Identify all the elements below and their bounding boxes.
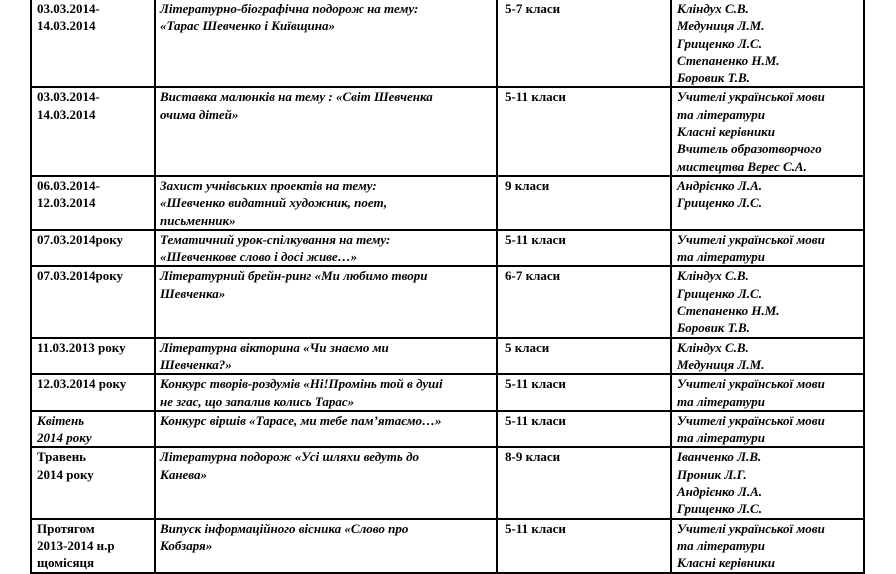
event-cell-line: Шевченка?»	[160, 356, 232, 372]
event-cell-line: «Шевченкове слово і досі живе…»	[160, 249, 358, 265]
classes-cell-text: 5-11 класи	[505, 520, 566, 536]
classes-cell	[497, 230, 671, 267]
responsible-cell-line: Грищенко Л.С.	[677, 285, 762, 301]
responsible-cell	[671, 519, 864, 573]
responsible-cell-line: Класні керівники	[677, 124, 775, 140]
responsible-cell	[671, 447, 864, 518]
classes-cell-text: 5-11 класи	[505, 231, 566, 247]
date-cell-line: Квітень	[37, 412, 85, 428]
responsible-cell-line: Учителі української мови	[677, 412, 825, 428]
responsible-cell-line: Вчитель образотворчого	[677, 141, 822, 157]
event-cell-line: очима дітей»	[160, 106, 239, 122]
event-cell-line: Літературна подорож «Усі шляхи ведуть до	[160, 449, 420, 465]
responsible-cell	[671, 338, 864, 375]
classes-cell-text: 6-7 класи	[505, 268, 561, 284]
responsible-cell-line: Грищенко Л.С.	[677, 501, 762, 517]
classes-cell-text: 5-11 класи	[505, 376, 566, 392]
date-cell	[31, 338, 155, 375]
date-cell-line: 07.03.2014року	[37, 268, 124, 284]
responsible-cell	[671, 0, 864, 87]
date-cell	[31, 519, 155, 573]
classes-cell	[497, 0, 671, 87]
event-cell-line: Захист учнівських проектів на тему:	[160, 177, 377, 193]
responsible-cell-line: Медуниця Л.М.	[677, 18, 765, 34]
date-cell	[31, 230, 155, 267]
responsible-cell-line: та літератури	[677, 430, 765, 446]
responsible-cell	[671, 266, 864, 337]
classes-cell	[497, 374, 671, 411]
event-cell-line: Літературний брейн-ринг «Ми любимо твори	[160, 268, 428, 284]
date-cell-line: 2013-2014 н.р	[37, 537, 115, 553]
date-cell	[31, 176, 155, 230]
date-cell	[31, 87, 155, 175]
event-cell	[155, 374, 497, 411]
event-cell-line: «Шевченко видатний художник, поет,	[160, 195, 388, 211]
event-cell	[155, 266, 497, 337]
date-cell-line: 06.03.2014-	[37, 177, 100, 193]
event-cell-line: Тематичний урок-спілкування на тему:	[160, 231, 391, 247]
event-cell	[155, 176, 497, 230]
event-cell-line: Літературна вікторина «Чи знаємо ми	[160, 339, 389, 355]
event-cell-line: не згас, що запалив колись Тарас»	[160, 393, 355, 409]
date-cell	[31, 374, 155, 411]
classes-cell	[497, 447, 671, 518]
date-cell	[31, 266, 155, 337]
date-cell-line: 03.03.2014-	[37, 1, 100, 16]
date-cell-line: щомісяця	[37, 555, 95, 571]
responsible-cell-line: Учителі української мови	[677, 231, 825, 247]
responsible-cell	[671, 411, 864, 448]
responsible-cell-line: Кліндух С.В.	[677, 1, 749, 16]
responsible-cell-line: Медуниця Л.М.	[677, 356, 765, 372]
table-row	[31, 411, 864, 448]
date-cell-line: 03.03.2014-	[37, 89, 100, 105]
responsible-cell-line: Грищенко Л.С.	[677, 195, 762, 211]
date-cell-line: 07.03.2014року	[37, 231, 124, 247]
responsible-cell-line: Учителі української мови	[677, 376, 825, 392]
responsible-cell	[671, 230, 864, 267]
classes-cell-text: 8-9 класи	[505, 449, 561, 465]
date-cell-line: 11.03.2013 року	[37, 339, 126, 355]
responsible-cell-line: Кліндух С.В.	[677, 268, 749, 284]
responsible-cell-line: Проник Л.Г.	[677, 466, 747, 482]
responsible-cell-line: Іванченко Л.В.	[677, 449, 762, 465]
event-cell-line: Кобзаря»	[160, 537, 213, 553]
table-row	[31, 266, 864, 337]
event-cell	[155, 338, 497, 375]
responsible-cell	[671, 87, 864, 175]
responsible-cell-line: Боровик Т.В.	[677, 320, 750, 336]
event-cell-line: Канева»	[160, 466, 208, 482]
date-cell	[31, 411, 155, 448]
classes-cell	[497, 266, 671, 337]
classes-cell-text: 5-11 класи	[505, 89, 566, 105]
table-row	[31, 176, 864, 230]
event-cell-line: «Тарас Шевченко і Київщина»	[160, 18, 335, 34]
date-cell	[31, 0, 155, 87]
table-row	[31, 447, 864, 518]
date-cell-line: Протягом	[37, 520, 95, 536]
table-row	[31, 0, 864, 87]
table-row	[31, 87, 864, 175]
event-cell-line: письменник»	[160, 212, 236, 228]
table-row	[31, 338, 864, 375]
date-cell-line: 14.03.2014	[37, 18, 96, 34]
responsible-cell-line: та літератури	[677, 249, 765, 265]
table-row	[31, 230, 864, 267]
date-cell-line: 2014 року	[37, 430, 92, 446]
event-cell	[155, 519, 497, 573]
classes-cell-text: 5-7 класи	[505, 1, 561, 16]
date-cell-line: Травень	[37, 449, 87, 465]
date-cell-line: 14.03.2014	[37, 106, 96, 122]
classes-cell	[497, 338, 671, 375]
table-row	[31, 519, 864, 573]
classes-cell-text: 5 класи	[505, 339, 550, 355]
classes-cell-text: 9 класи	[505, 177, 550, 193]
responsible-cell-line: Грищенко Л.С.	[677, 35, 762, 51]
responsible-cell-line: та літератури	[677, 393, 765, 409]
document-page	[30, 0, 863, 574]
date-cell	[31, 447, 155, 518]
date-cell-line: 2014 року	[37, 466, 94, 482]
classes-cell	[497, 519, 671, 573]
responsible-cell	[671, 374, 864, 411]
responsible-cell-line: Андрієнко Л.А.	[677, 484, 762, 500]
responsible-cell-line: Класні керівники	[677, 555, 775, 571]
event-cell-line: Випуск інформаційного вісника «Слово про	[160, 520, 409, 536]
responsible-cell-line: та літератури	[677, 537, 765, 553]
event-cell	[155, 411, 497, 448]
event-cell-line: Шевченка»	[160, 285, 226, 301]
event-cell	[155, 447, 497, 518]
table-row	[31, 374, 864, 411]
responsible-cell-line: та літератури	[677, 106, 765, 122]
event-cell-line: Конкурс віршів «Тарасе, ми тебе пам’ятаємо…»	[160, 412, 442, 428]
responsible-cell-line: Учителі української мови	[677, 520, 825, 536]
classes-cell	[497, 176, 671, 230]
classes-cell	[497, 411, 671, 448]
responsible-cell-line: Кліндух С.В.	[677, 339, 749, 355]
responsible-cell-line: Учителі української мови	[677, 89, 825, 105]
events-table-body	[31, 0, 864, 573]
classes-cell	[497, 87, 671, 175]
event-cell	[155, 0, 497, 87]
event-cell-line: Виставка малюнків на тему : «Світ Шевченка	[160, 89, 433, 105]
event-cell	[155, 230, 497, 267]
responsible-cell-line: Андрієнко Л.А.	[677, 177, 762, 193]
event-cell	[155, 87, 497, 175]
events-table	[30, 0, 865, 574]
responsible-cell-line: Степаненко Н.М.	[677, 52, 780, 68]
event-cell-line: Літературно-біографічна подорож на тему:	[160, 1, 419, 16]
date-cell-line: 12.03.2014 року	[37, 376, 127, 392]
event-cell-line: Конкурс творів-роздумів «Ні!Промінь той в душі	[160, 376, 443, 392]
responsible-cell	[671, 176, 864, 230]
responsible-cell-line: мистецтва Верес С.А.	[677, 158, 807, 174]
responsible-cell-line: Степаненко Н.М.	[677, 303, 780, 319]
classes-cell-text: 5-11 класи	[505, 412, 566, 428]
date-cell-line: 12.03.2014	[37, 195, 96, 211]
responsible-cell-line: Боровик Т.В.	[677, 70, 750, 86]
